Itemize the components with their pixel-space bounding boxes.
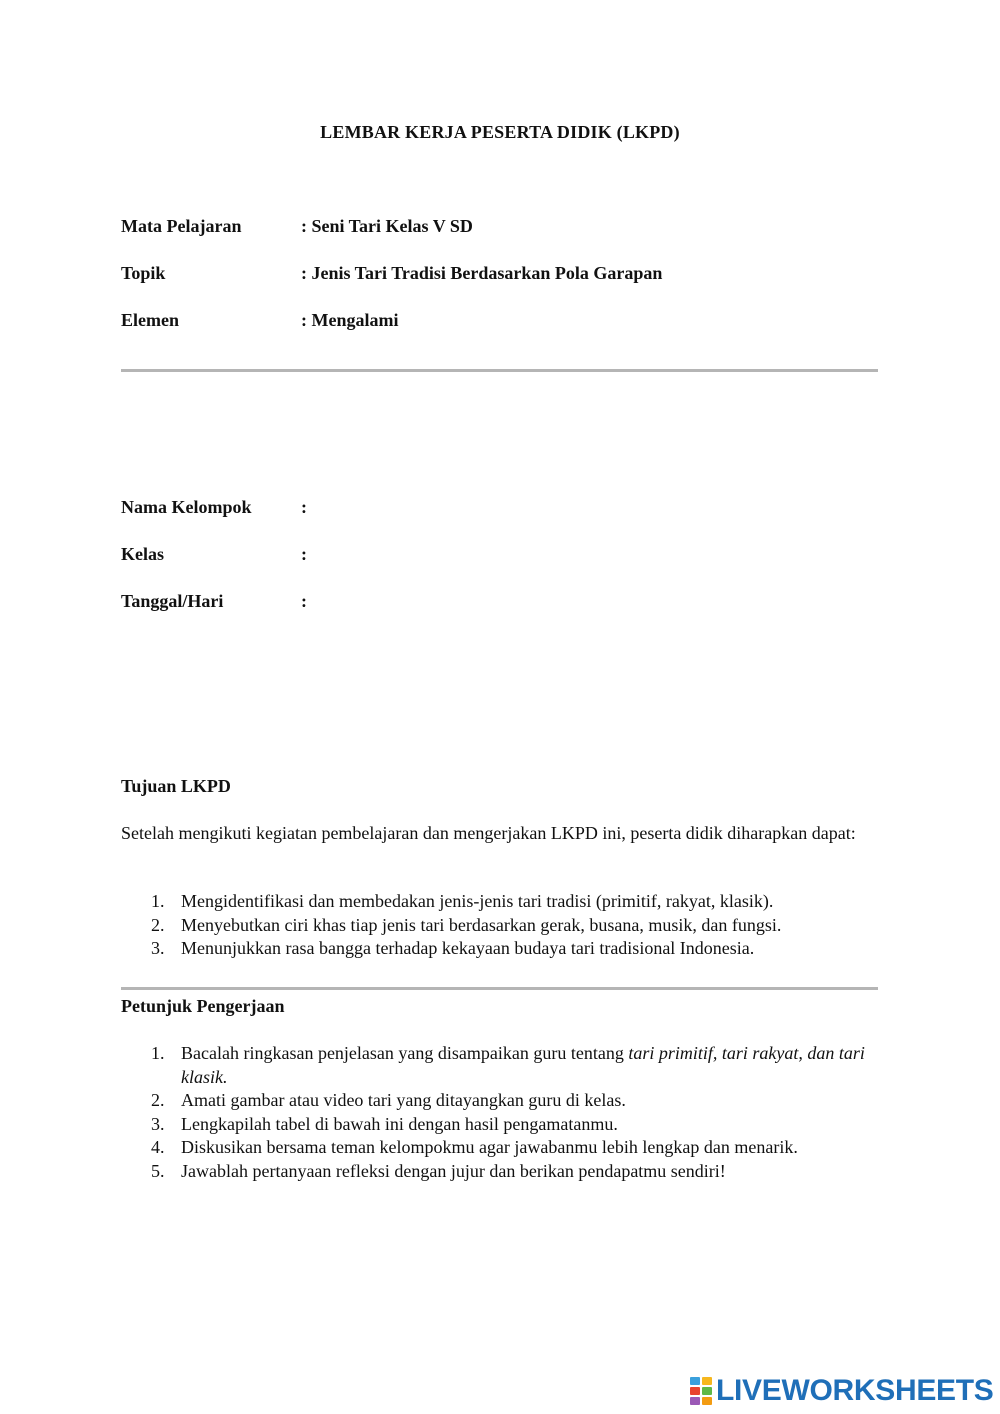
page-title: LEMBAR KERJA PESERTA DIDIK (LKPD) — [320, 122, 680, 142]
logo-square — [702, 1377, 712, 1385]
student-value: : — [301, 544, 307, 564]
petunjuk-list — [121, 1042, 878, 1183]
student-value: : — [301, 591, 307, 611]
list-number: 3. — [151, 1113, 165, 1134]
student-label: Tanggal/Hari — [121, 591, 224, 611]
list-item — [121, 890, 878, 914]
list-item — [121, 937, 878, 961]
logo-square — [690, 1377, 700, 1385]
list-number: 1. — [151, 891, 165, 911]
logo-square — [690, 1387, 700, 1395]
list-number: 5. — [151, 1160, 165, 1181]
list-text: Jawablah pertanyaan refleksi dengan jujur dan berikan pendapatmu sendiri! — [181, 1160, 726, 1181]
divider — [121, 987, 878, 990]
tujuan-intro: Setelah mengikuti kegiatan pembelajaran dan mengerjakan LKPD ini, peserta didik diharapkan dapat: — [121, 823, 856, 843]
tujuan-heading: Tujuan LKPD — [121, 776, 231, 796]
list-text: Menunjukkan rasa bangga terhadap kekayaan budaya tari tradisional Indonesia. — [181, 938, 755, 958]
list-number: 3. — [151, 938, 165, 958]
petunjuk-heading: Petunjuk Pengerjaan — [121, 996, 285, 1016]
list-text: Bacalah ringkasan penjelasan yang disampaikan guru tentang — [181, 1043, 629, 1063]
student-label: Nama Kelompok — [121, 497, 252, 517]
list-number: 2. — [151, 914, 165, 935]
list-text-emphasis: tari primitif, tari rakyat, dan tari klasik. — [181, 1043, 865, 1087]
info-value: : Jenis Tari Tradisi Berdasarkan Pola Garapan — [301, 263, 663, 283]
list-item — [121, 1136, 878, 1160]
list-item — [121, 914, 878, 938]
info-label: Mata Pelajaran — [121, 216, 242, 236]
list-text: Amati gambar atau video tari yang ditayangkan guru di kelas. — [181, 1090, 626, 1110]
logo-square — [702, 1387, 712, 1395]
liveworksheets-wordmark: LIVEWORKSHEETS — [716, 1374, 994, 1407]
list-item — [121, 1113, 878, 1137]
list-number: 4. — [151, 1137, 165, 1157]
list-item — [121, 1160, 878, 1184]
liveworksheets-brand[interactable] — [690, 1374, 994, 1408]
liveworksheets-logo-icon — [690, 1377, 712, 1405]
list-text: Lengkapilah tabel di bawah ini dengan hasil pengamatanmu. — [181, 1113, 618, 1134]
list-text: Mengidentifikasi dan membedakan jenis-jenis tari tradisi (primitif, rakyat, klasik). — [181, 891, 774, 911]
tujuan-list — [121, 890, 878, 961]
divider — [121, 369, 878, 372]
list-number: 1. — [151, 1043, 165, 1063]
list-item — [121, 1042, 878, 1089]
info-label: Elemen — [121, 310, 179, 330]
logo-square — [690, 1397, 700, 1405]
logo-square — [702, 1397, 712, 1405]
student-label: Kelas — [121, 544, 164, 564]
list-item — [121, 1089, 878, 1113]
info-value: : Mengalami — [301, 310, 399, 330]
info-label: Topik — [121, 263, 166, 283]
list-text: Diskusikan bersama teman kelompokmu agar jawabanmu lebih lengkap dan menarik. — [181, 1137, 798, 1157]
list-number: 2. — [151, 1090, 165, 1110]
info-value: : Seni Tari Kelas V SD — [301, 216, 473, 236]
student-value: : — [301, 497, 307, 517]
list-text: Menyebutkan ciri khas tiap jenis tari berdasarkan gerak, busana, musik, dan fungsi. — [181, 914, 782, 935]
